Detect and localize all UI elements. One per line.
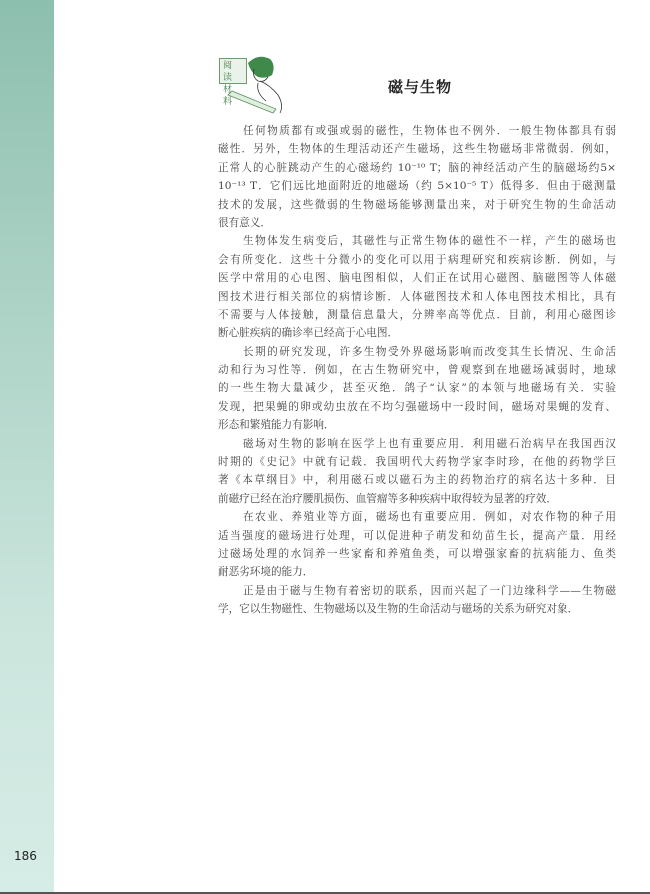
text-line: 10⁻¹³ T．它们远比地面附近的地磁场（约 5×10⁻⁵ T）低得多．但由于磁测量 [218, 180, 616, 193]
paragraph [218, 343, 616, 435]
text-line: 生物体发生病变后，其磁性与正常生物体的磁性不一样，产生的磁场也 [243, 235, 616, 248]
page-margin-band [0, 0, 54, 892]
text-line: 断心脏疾病的确诊率已经高于心电图． [218, 327, 399, 340]
text-line: 耐恶劣环境的能力． [218, 566, 314, 579]
text-line: 不需要与人体接触，测量信息量大，分辨率高等优点．目前，利用心磁图诊 [218, 308, 616, 321]
reading-material-label: 阅读材料 [219, 58, 247, 84]
page-title: 磁与生物 [388, 78, 453, 96]
text-line: 发现，把果蝇的卵或幼虫放在不均匀强磁场中一段时间，磁场对果蝇的发育、 [218, 400, 616, 413]
paragraph [218, 232, 616, 342]
text-line: 任何物质都有或强或弱的磁性，生物体也不例外．一般生物体都具有弱 [243, 125, 616, 137]
text-line: 前磁疗已经在治疗腰肌损伤、血管瘤等多种疾病中取得较为显著的疗效． [218, 492, 557, 505]
paragraph [218, 582, 616, 619]
text-line: 技术的发展，这些微弱的生物磁场能够测量出来，对于研究生物的生命活动 [218, 198, 616, 211]
text-line: 的一些生物大量减少，甚至灭绝．鸽子“认家”的本领与地磁场有关．实验 [218, 382, 616, 395]
text-line: 正是由于磁与生物有着密切的联系，因而兴起了一门边缘科学——生物磁 [243, 584, 616, 597]
text-line: 时期的《史记》中就有记载．我国明代大药物学家李时珍，在他的药物学巨 [218, 456, 616, 469]
text-line: 磁性．另外，生物体的生理活动还产生磁场，这些生物磁场非常微弱．例如， [218, 143, 616, 156]
text-line: 过磁场处理的水饲养一些家畜和养殖鱼类，可以增强家畜的抗病能力、鱼类 [218, 547, 616, 560]
text-line: 会有所变化．这些十分微小的变化可以用于病理研究和疾病诊断．例如，与 [218, 253, 616, 266]
paragraph [218, 508, 616, 582]
text-line: 适当强度的磁场进行处理，可以促进种子萌发和幼苗生长，提高产量．用经 [218, 529, 616, 542]
text-line: 动和行为习性等．例如，在古生物研究中，曾观察到在地磁场减弱时，地球 [218, 364, 616, 377]
text-line: 图技术进行相关部位的病情诊断．人体磁图技术和人体电图技术相比，具有 [218, 290, 616, 303]
text-line: 长期的研究发现，许多生物受外界磁场影响而改变其生长情况、生命活 [243, 345, 616, 358]
paragraph [218, 122, 616, 232]
page-number: 186 [14, 849, 37, 863]
text-line: 正常人的心脏跳动产生的心磁场约 10⁻¹⁰ T；脑的神经活动产生的脑磁场约5× [218, 161, 616, 174]
text-line: 著《本草纲目》中，利用磁石或以磁石为主的药物治疗的病名达十多种．目 [218, 474, 616, 487]
text-line: 在农业、养殖业等方面，磁场也有重要应用．例如，对农作物的种子用 [243, 511, 616, 524]
text-line: 学，它以生物磁性、生物磁场以及生物的生命活动与磁场的关系为研究对象． [218, 603, 579, 616]
text-line: 医学中常用的心电图、脑电图相似，人们正在试用心磁图、脑磁图等人体磁 [218, 272, 616, 285]
reading-material-badge [218, 55, 298, 117]
text-line: 很有意义． [218, 216, 271, 229]
text-line: 磁场对生物的影响在医学上也有重要应用．利用磁石治病早在我国西汉 [243, 437, 616, 450]
article-body [218, 122, 616, 619]
paragraph [218, 435, 616, 509]
text-line: 形态和繁殖能力有影响． [218, 419, 335, 432]
